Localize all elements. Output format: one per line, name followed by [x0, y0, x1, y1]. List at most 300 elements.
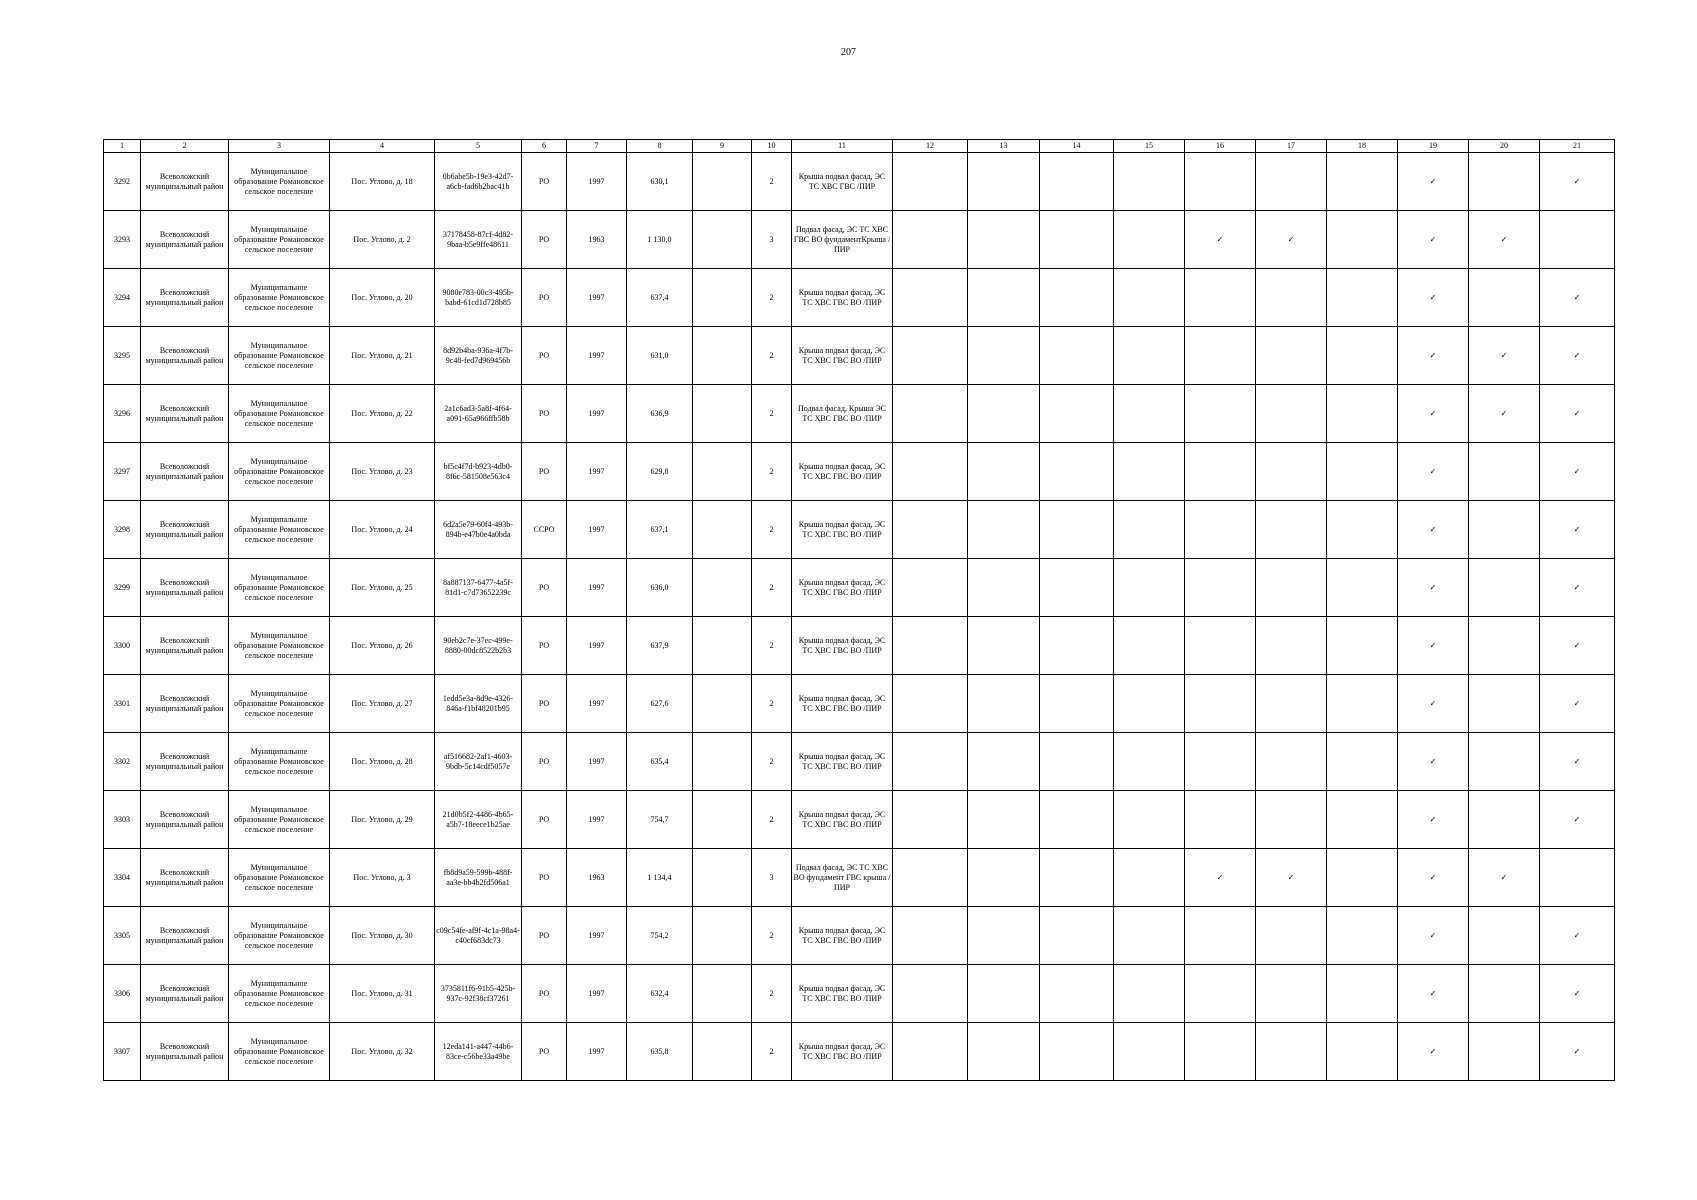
col9-cell — [693, 501, 752, 559]
col18-cell — [1327, 1023, 1398, 1081]
area-cell: 1 130,0 — [627, 211, 693, 269]
col18-cell — [1327, 907, 1398, 965]
col13-cell — [968, 501, 1040, 559]
district-cell: Всеволожский муниципальный район — [141, 965, 229, 1023]
col19-cell: ✓ — [1398, 443, 1469, 501]
col10-cell: 2 — [752, 443, 792, 501]
municipality-cell: Муниципальное образование Романовское сельское поселение — [229, 385, 330, 443]
col17-cell — [1256, 733, 1327, 791]
col18-cell — [1327, 211, 1398, 269]
type-cell: РО — [522, 733, 567, 791]
address-cell: Пос. Углово, д. 21 — [330, 327, 435, 385]
col19-cell: ✓ — [1398, 965, 1469, 1023]
works-cell: Подвал фасад, Крыша ЭС ТС ХВС ГВС ВО /ПИР — [792, 385, 893, 443]
works-cell: Крыша подвал фасад, ЭС ТС ХВС ГВС ВО /ПИР — [792, 443, 893, 501]
column-header-16: 16 — [1185, 140, 1256, 153]
col18-cell — [1327, 501, 1398, 559]
district-cell: Всеволожский муниципальный район — [141, 675, 229, 733]
address-cell: Пос. Углово, д. 25 — [330, 559, 435, 617]
col21-cell: ✓ — [1540, 733, 1615, 791]
page-number: 207 — [841, 47, 856, 58]
municipality-cell: Муниципальное образование Романовское сельское поселение — [229, 791, 330, 849]
col21-cell: ✓ — [1540, 327, 1615, 385]
col14-cell — [1040, 211, 1114, 269]
year-cell: 1997 — [567, 675, 627, 733]
col19-cell: ✓ — [1398, 211, 1469, 269]
col9-cell — [693, 443, 752, 501]
type-cell: РО — [522, 1023, 567, 1081]
col20-cell — [1469, 965, 1540, 1023]
code-cell: 8d92b4ba-936a-4f7b-9c48-fed7d969456b — [435, 327, 522, 385]
type-cell: РО — [522, 559, 567, 617]
row-number: 3299 — [104, 559, 141, 617]
col13-cell — [968, 791, 1040, 849]
municipality-cell: Муниципальное образование Романовское сельское поселение — [229, 559, 330, 617]
col19-cell: ✓ — [1398, 385, 1469, 443]
col19-cell: ✓ — [1398, 907, 1469, 965]
col19-cell: ✓ — [1398, 675, 1469, 733]
works-cell: Крыша подвал фасад, ЭС ТС ХВС ГВС ВО /ПИР — [792, 269, 893, 327]
col16-cell — [1185, 327, 1256, 385]
code-cell: 1edd5e3a-8d9e-4326-846a-f1bf48201b95 — [435, 675, 522, 733]
column-header-4: 4 — [330, 140, 435, 153]
municipality-cell: Муниципальное образование Романовское сельское поселение — [229, 675, 330, 733]
year-cell: 1997 — [567, 385, 627, 443]
col15-cell — [1114, 733, 1185, 791]
table-body — [104, 153, 1615, 1081]
area-cell: 637,4 — [627, 269, 693, 327]
works-cell: Крыша подвал фасад, ЭС ТС ХВС ГВС ВО /ПИР — [792, 501, 893, 559]
col14-cell — [1040, 385, 1114, 443]
address-cell: Пос. Углово, д. 3 — [330, 849, 435, 907]
col17-cell — [1256, 907, 1327, 965]
col18-cell — [1327, 559, 1398, 617]
col14-cell — [1040, 1023, 1114, 1081]
col16-cell — [1185, 1023, 1256, 1081]
table-row — [104, 559, 1615, 617]
column-header-6: 6 — [522, 140, 567, 153]
col17-cell: ✓ — [1256, 211, 1327, 269]
column-header-3: 3 — [229, 140, 330, 153]
col13-cell — [968, 153, 1040, 211]
col15-cell — [1114, 965, 1185, 1023]
col16-cell — [1185, 501, 1256, 559]
district-cell: Всеволожский муниципальный район — [141, 559, 229, 617]
col10-cell: 2 — [752, 791, 792, 849]
col9-cell — [693, 733, 752, 791]
col17-cell — [1256, 443, 1327, 501]
col18-cell — [1327, 733, 1398, 791]
col9-cell — [693, 385, 752, 443]
table-row — [104, 153, 1615, 211]
col9-cell — [693, 907, 752, 965]
column-header-7: 7 — [567, 140, 627, 153]
col21-cell: ✓ — [1540, 791, 1615, 849]
col14-cell — [1040, 443, 1114, 501]
col9-cell — [693, 269, 752, 327]
area-cell: 754,2 — [627, 907, 693, 965]
row-number: 3296 — [104, 385, 141, 443]
code-cell: 2a1c6ad3-5a8f-4f64-a091-65a966ffb58b — [435, 385, 522, 443]
col15-cell — [1114, 327, 1185, 385]
year-cell: 1997 — [567, 791, 627, 849]
table-row — [104, 617, 1615, 675]
col12-cell — [893, 559, 968, 617]
col13-cell — [968, 211, 1040, 269]
col9-cell — [693, 327, 752, 385]
address-cell: Пос. Углово, д. 20 — [330, 269, 435, 327]
district-cell: Всеволожский муниципальный район — [141, 791, 229, 849]
col16-cell — [1185, 443, 1256, 501]
col13-cell — [968, 269, 1040, 327]
col17-cell — [1256, 1023, 1327, 1081]
col19-cell: ✓ — [1398, 791, 1469, 849]
col9-cell — [693, 617, 752, 675]
address-cell: Пос. Углово, д. 28 — [330, 733, 435, 791]
column-header-13: 13 — [968, 140, 1040, 153]
col16-cell — [1185, 733, 1256, 791]
row-number: 3301 — [104, 675, 141, 733]
col18-cell — [1327, 849, 1398, 907]
row-number: 3292 — [104, 153, 141, 211]
row-number: 3307 — [104, 1023, 141, 1081]
row-number: 3294 — [104, 269, 141, 327]
address-cell: Пос. Углово, д. 31 — [330, 965, 435, 1023]
col18-cell — [1327, 269, 1398, 327]
header-row — [104, 140, 1615, 153]
district-cell: Всеволожский муниципальный район — [141, 617, 229, 675]
row-number: 3304 — [104, 849, 141, 907]
column-header-9: 9 — [693, 140, 752, 153]
col19-cell: ✓ — [1398, 849, 1469, 907]
district-cell: Всеволожский муниципальный район — [141, 153, 229, 211]
area-cell: 636,0 — [627, 559, 693, 617]
col13-cell — [968, 733, 1040, 791]
col13-cell — [968, 849, 1040, 907]
col20-cell — [1469, 269, 1540, 327]
table-row — [104, 791, 1615, 849]
col20-cell — [1469, 675, 1540, 733]
table-row — [104, 849, 1615, 907]
row-number: 3302 — [104, 733, 141, 791]
col20-cell: ✓ — [1469, 849, 1540, 907]
type-cell: РО — [522, 211, 567, 269]
column-header-17: 17 — [1256, 140, 1327, 153]
municipality-cell: Муниципальное образование Романовское сельское поселение — [229, 617, 330, 675]
area-cell: 636,9 — [627, 385, 693, 443]
col21-cell — [1540, 211, 1615, 269]
col19-cell: ✓ — [1398, 733, 1469, 791]
area-cell: 629,8 — [627, 443, 693, 501]
code-cell: af516682-2af1-4603-9bdb-5c14cdf5057e — [435, 733, 522, 791]
col13-cell — [968, 675, 1040, 733]
table-row — [104, 733, 1615, 791]
col16-cell: ✓ — [1185, 849, 1256, 907]
column-header-2: 2 — [141, 140, 229, 153]
code-cell: 90eb2c7e-37ec-499e-8880-00dc8522b2b3 — [435, 617, 522, 675]
col10-cell: 2 — [752, 153, 792, 211]
col20-cell — [1469, 617, 1540, 675]
column-header-10: 10 — [752, 140, 792, 153]
area-cell: 1 134,4 — [627, 849, 693, 907]
col15-cell — [1114, 385, 1185, 443]
col19-cell: ✓ — [1398, 617, 1469, 675]
col10-cell: 2 — [752, 1023, 792, 1081]
col17-cell — [1256, 965, 1327, 1023]
municipality-cell: Муниципальное образование Романовское сельское поселение — [229, 211, 330, 269]
col19-cell: ✓ — [1398, 153, 1469, 211]
municipality-cell: Муниципальное образование Романовское сельское поселение — [229, 269, 330, 327]
works-cell: Крыша подвал фасад, ЭС ТС ХВС ГВС ВО /ПИР — [792, 965, 893, 1023]
column-header-11: 11 — [792, 140, 893, 153]
address-cell: Пос. Углово, д. 18 — [330, 153, 435, 211]
works-cell: Крыша подвал фасад, ЭС ТС ХВС ГВС ВО /ПИР — [792, 617, 893, 675]
area-cell: 627,6 — [627, 675, 693, 733]
col21-cell: ✓ — [1540, 1023, 1615, 1081]
col21-cell: ✓ — [1540, 153, 1615, 211]
col9-cell — [693, 791, 752, 849]
col15-cell — [1114, 791, 1185, 849]
col12-cell — [893, 965, 968, 1023]
type-cell: РО — [522, 385, 567, 443]
col17-cell — [1256, 501, 1327, 559]
col13-cell — [968, 385, 1040, 443]
year-cell: 1997 — [567, 733, 627, 791]
type-cell: РО — [522, 269, 567, 327]
col17-cell — [1256, 675, 1327, 733]
works-cell: Крыша подвал фасад, ЭС ТС ХВС ГВС /ПИР — [792, 153, 893, 211]
address-cell: Пос. Углово, д. 22 — [330, 385, 435, 443]
table-row — [104, 1023, 1615, 1081]
col14-cell — [1040, 965, 1114, 1023]
area-cell: 630,1 — [627, 153, 693, 211]
year-cell: 1997 — [567, 965, 627, 1023]
type-cell: РО — [522, 675, 567, 733]
col17-cell — [1256, 791, 1327, 849]
municipality-cell: Муниципальное образование Романовское сельское поселение — [229, 153, 330, 211]
col21-cell: ✓ — [1540, 617, 1615, 675]
municipality-cell: Муниципальное образование Романовское сельское поселение — [229, 1023, 330, 1081]
col9-cell — [693, 965, 752, 1023]
col13-cell — [968, 559, 1040, 617]
col14-cell — [1040, 617, 1114, 675]
col20-cell — [1469, 791, 1540, 849]
col19-cell: ✓ — [1398, 1023, 1469, 1081]
type-cell: РО — [522, 791, 567, 849]
col10-cell: 2 — [752, 327, 792, 385]
col20-cell: ✓ — [1469, 211, 1540, 269]
col15-cell — [1114, 907, 1185, 965]
table-row — [104, 675, 1615, 733]
col21-cell: ✓ — [1540, 443, 1615, 501]
col16-cell — [1185, 269, 1256, 327]
table-row — [104, 327, 1615, 385]
col18-cell — [1327, 327, 1398, 385]
municipality-cell: Муниципальное образование Романовское сельское поселение — [229, 733, 330, 791]
table-row — [104, 965, 1615, 1023]
type-cell: РО — [522, 153, 567, 211]
municipality-cell: Муниципальное образование Романовское сельское поселение — [229, 327, 330, 385]
column-header-19: 19 — [1398, 140, 1469, 153]
year-cell: 1963 — [567, 211, 627, 269]
col12-cell — [893, 791, 968, 849]
col20-cell — [1469, 1023, 1540, 1081]
col16-cell — [1185, 965, 1256, 1023]
col18-cell — [1327, 965, 1398, 1023]
works-cell: Крыша подвал фасад, ЭС ТС ХВС ГВС ВО /ПИР — [792, 791, 893, 849]
col9-cell — [693, 153, 752, 211]
year-cell: 1997 — [567, 1023, 627, 1081]
col18-cell — [1327, 385, 1398, 443]
col9-cell — [693, 675, 752, 733]
works-cell: Подвал фасад, ЭС ТС ХВС ВО фундамент ГВС крыша /ПИР — [792, 849, 893, 907]
col21-cell: ✓ — [1540, 965, 1615, 1023]
works-cell: Крыша подвал фасад, ЭС ТС ХВС ГВС ВО /ПИР — [792, 327, 893, 385]
col21-cell: ✓ — [1540, 385, 1615, 443]
address-cell: Пос. Углово, д. 32 — [330, 1023, 435, 1081]
works-cell: Крыша подвал фасад, ЭС ТС ХВС ГВС ВО /ПИР — [792, 559, 893, 617]
col12-cell — [893, 153, 968, 211]
address-cell: Пос. Углово, д. 27 — [330, 675, 435, 733]
col15-cell — [1114, 1023, 1185, 1081]
row-number: 3306 — [104, 965, 141, 1023]
area-cell: 635,4 — [627, 733, 693, 791]
col14-cell — [1040, 733, 1114, 791]
col15-cell — [1114, 617, 1185, 675]
district-cell: Всеволожский муниципальный район — [141, 385, 229, 443]
col18-cell — [1327, 617, 1398, 675]
type-cell: РО — [522, 965, 567, 1023]
col20-cell — [1469, 501, 1540, 559]
row-number: 3303 — [104, 791, 141, 849]
year-cell: 1997 — [567, 327, 627, 385]
col9-cell — [693, 1023, 752, 1081]
col10-cell: 2 — [752, 965, 792, 1023]
address-cell: Пос. Углово, д. 30 — [330, 907, 435, 965]
col12-cell — [893, 617, 968, 675]
col20-cell: ✓ — [1469, 327, 1540, 385]
col17-cell — [1256, 327, 1327, 385]
column-header-18: 18 — [1327, 140, 1398, 153]
area-cell: 631,0 — [627, 327, 693, 385]
col15-cell — [1114, 153, 1185, 211]
col20-cell — [1469, 153, 1540, 211]
col15-cell — [1114, 849, 1185, 907]
municipality-cell: Муниципальное образование Романовское сельское поселение — [229, 501, 330, 559]
table-row — [104, 443, 1615, 501]
address-cell: Пос. Углово, д. 2 — [330, 211, 435, 269]
col21-cell: ✓ — [1540, 269, 1615, 327]
col12-cell — [893, 1023, 968, 1081]
column-header-14: 14 — [1040, 140, 1114, 153]
code-cell: fb8d9a59-599b-488f-aa3e-bb4b2fd506a1 — [435, 849, 522, 907]
col21-cell: ✓ — [1540, 675, 1615, 733]
col18-cell — [1327, 443, 1398, 501]
type-cell: РО — [522, 443, 567, 501]
row-number: 3300 — [104, 617, 141, 675]
col20-cell: ✓ — [1469, 385, 1540, 443]
address-cell: Пос. Углово, д. 23 — [330, 443, 435, 501]
col17-cell — [1256, 269, 1327, 327]
col19-cell: ✓ — [1398, 501, 1469, 559]
col14-cell — [1040, 791, 1114, 849]
col12-cell — [893, 443, 968, 501]
col13-cell — [968, 1023, 1040, 1081]
col13-cell — [968, 327, 1040, 385]
type-cell: РО — [522, 327, 567, 385]
table-row — [104, 907, 1615, 965]
col21-cell — [1540, 849, 1615, 907]
col21-cell: ✓ — [1540, 907, 1615, 965]
year-cell: 1997 — [567, 269, 627, 327]
col15-cell — [1114, 559, 1185, 617]
col12-cell — [893, 849, 968, 907]
col17-cell — [1256, 153, 1327, 211]
table-row — [104, 211, 1615, 269]
year-cell: 1997 — [567, 153, 627, 211]
works-cell: Крыша подвал фасад, ЭС ТС ХВС ГВС ВО /ПИР — [792, 907, 893, 965]
column-header-21: 21 — [1540, 140, 1615, 153]
col16-cell — [1185, 617, 1256, 675]
address-cell: Пос. Углово, д. 24 — [330, 501, 435, 559]
col10-cell: 2 — [752, 907, 792, 965]
code-cell: 12eda141-a447-44b6-83ce-c56be33a49be — [435, 1023, 522, 1081]
column-header-15: 15 — [1114, 140, 1185, 153]
table-row — [104, 269, 1615, 327]
registry-table — [103, 139, 1615, 1081]
row-number: 3295 — [104, 327, 141, 385]
table-row — [104, 385, 1615, 443]
col15-cell — [1114, 269, 1185, 327]
table-header — [104, 140, 1615, 153]
municipality-cell: Муниципальное образование Романовское сельское поселение — [229, 443, 330, 501]
col14-cell — [1040, 153, 1114, 211]
col16-cell — [1185, 153, 1256, 211]
col19-cell: ✓ — [1398, 269, 1469, 327]
col13-cell — [968, 965, 1040, 1023]
col16-cell — [1185, 907, 1256, 965]
district-cell: Всеволожский муниципальный район — [141, 849, 229, 907]
code-cell: 9080e783-00c3-495b-babd-61cd1d728b85 — [435, 269, 522, 327]
district-cell: Всеволожский муниципальный район — [141, 1023, 229, 1081]
code-cell: 0b6abe5b-19e3-42d7-a6cb-fad6b2bac41b — [435, 153, 522, 211]
col10-cell: 2 — [752, 501, 792, 559]
year-cell: 1997 — [567, 617, 627, 675]
col18-cell — [1327, 675, 1398, 733]
row-number: 3293 — [104, 211, 141, 269]
year-cell: 1997 — [567, 501, 627, 559]
code-cell: 37178458-87cf-4d82-9baa-b5e9ffe48611 — [435, 211, 522, 269]
col10-cell: 2 — [752, 385, 792, 443]
col13-cell — [968, 617, 1040, 675]
area-cell: 637,1 — [627, 501, 693, 559]
col19-cell: ✓ — [1398, 559, 1469, 617]
area-cell: 632,4 — [627, 965, 693, 1023]
col15-cell — [1114, 443, 1185, 501]
column-header-5: 5 — [435, 140, 522, 153]
district-cell: Всеволожский муниципальный район — [141, 211, 229, 269]
col9-cell — [693, 211, 752, 269]
district-cell: Всеволожский муниципальный район — [141, 443, 229, 501]
col10-cell: 3 — [752, 849, 792, 907]
col16-cell — [1185, 559, 1256, 617]
col10-cell: 2 — [752, 269, 792, 327]
address-cell: Пос. Углово, д. 26 — [330, 617, 435, 675]
col16-cell — [1185, 385, 1256, 443]
area-cell: 635,8 — [627, 1023, 693, 1081]
district-cell: Всеволожский муниципальный район — [141, 327, 229, 385]
code-cell: 21d0b5f2-4486-4b65-a5b7-18eece1b25ae — [435, 791, 522, 849]
